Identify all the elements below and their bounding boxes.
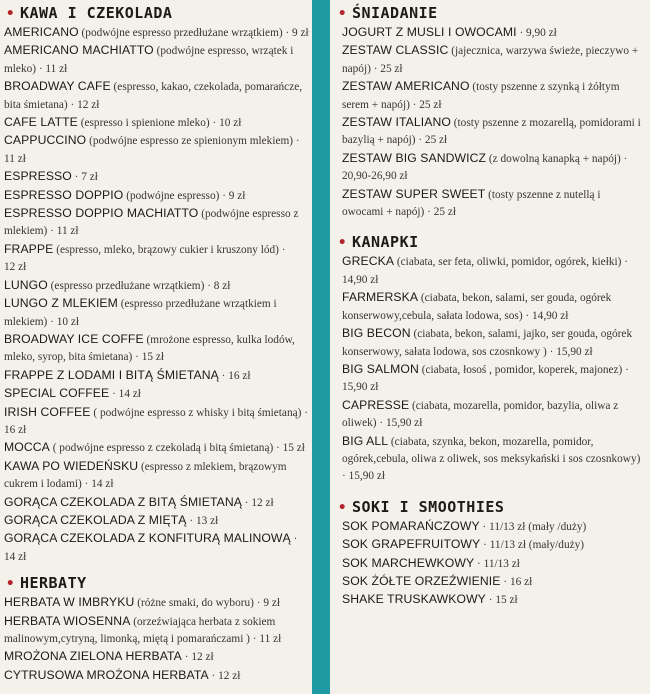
item-description: (espresso przedłużane wrzątkiem i mlekiem) — [4, 298, 277, 328]
item-name: SOK POMARAŃCZOWY — [342, 518, 480, 533]
item-name: JOGURT Z MUSLI I OWOCAMI — [342, 25, 517, 39]
item-name: GRECKA — [342, 254, 395, 269]
item-name: KAWA PO WIEDEŃSKU — [4, 458, 139, 473]
item-price: 25 zł — [424, 134, 448, 147]
item-description: (podwójne espresso ze spienionym mlekiem) — [89, 135, 294, 148]
item-price: 12 zł — [251, 496, 274, 509]
item-price: 9 zł — [292, 27, 309, 39]
item-name: BROADWAY CAFE — [4, 79, 111, 94]
item-description: (ciabata, szynka, bekon, mozarella, pomidor, ogórek,cebula, oliwa z oliwek, sos meksykański i sos czosnkowy) — [342, 435, 641, 465]
item-name: ESPRESSO DOPPIO MACHIATTO — [4, 206, 199, 221]
item-name: BIG SALMON — [342, 361, 419, 376]
item-price: 12 zł — [218, 669, 241, 682]
item-description: (podwójne espresso przedłużane wrzątkiem) — [81, 27, 283, 39]
item-description: ( podwójne espresso z czekoladą i bitą śmietaną) — [52, 442, 274, 455]
item-name: MROŻONA ZIELONA HERBATA — [4, 649, 182, 664]
item-price: 12 zł — [77, 98, 100, 111]
item-price: 9 zł — [263, 597, 280, 610]
menu-item — [4, 78, 310, 114]
item-price: 14 zł — [91, 478, 114, 491]
menu-item — [4, 205, 310, 241]
item-price: 11/13 zł (mały /duży) — [489, 520, 587, 533]
menu-item — [342, 536, 644, 554]
item-description: (tosty pszenne z nutellą i owocami + napój) — [342, 188, 601, 219]
menu-item — [342, 397, 644, 433]
item-name: SOK MARCHEWKOWY — [342, 555, 475, 570]
price-separator: · — [273, 442, 283, 455]
item-price: 11 zł — [4, 152, 26, 165]
item-price: 12 zł — [191, 651, 214, 664]
item-name: SPECIAL COFFEE — [4, 386, 110, 401]
price-separator: · — [546, 345, 557, 358]
item-price: 13 zł — [195, 514, 219, 527]
menu-section-soki-i-smoothies — [330, 496, 650, 610]
menu-item — [4, 613, 310, 649]
menu-item — [4, 594, 310, 612]
menu-items — [330, 518, 650, 610]
item-price: 15,90 zł — [385, 417, 423, 430]
item-price: 14,90 zł — [532, 309, 569, 322]
menu-item — [342, 78, 644, 114]
item-description: (ciabata, łosoś , pomidor, koperek, majonez) — [421, 363, 623, 376]
item-price: 15 zł — [141, 351, 165, 364]
item-price: 14 zł — [4, 550, 27, 563]
item-name: CAPRESSE — [342, 397, 410, 412]
menu-item — [4, 277, 310, 295]
item-price: 14,90 zł — [342, 273, 379, 286]
price-separator: · — [109, 388, 119, 401]
section-title-text: KAWA I CZEKOLADA — [19, 4, 173, 22]
item-name: ZESTAW CLASSIC — [342, 43, 449, 58]
price-separator: · — [500, 575, 510, 588]
item-price: 20,90-26,90 zł — [342, 170, 408, 183]
price-separator: · — [290, 533, 298, 546]
item-name: HERBATA WIOSENNA — [4, 613, 131, 628]
menu-item — [4, 114, 310, 132]
item-price: 15 zł — [282, 442, 305, 455]
menu-item — [342, 24, 644, 42]
item-price: 11/13 zł (mały/duży) — [489, 539, 585, 552]
item-description: (tosty pszenne z mozarellą, pomidorami i bazylią + napój) — [342, 117, 641, 147]
price-separator: · — [480, 539, 490, 552]
item-description: (różne smaki, do wyboru) — [137, 597, 254, 610]
item-name: BIG BECON — [342, 326, 411, 341]
item-description: (ciabata, mozarella, pomidor, bazylia, oliwa z oliwek) — [342, 399, 619, 430]
price-separator: · — [293, 135, 300, 148]
item-price: 12 zł — [4, 261, 27, 274]
price-separator: · — [622, 363, 629, 376]
price-separator: · — [370, 62, 381, 75]
item-price: 11 zł — [45, 62, 68, 75]
item-description: ( podwójne espresso z whisky i bitą śmietaną) — [93, 406, 302, 419]
item-name: ZESTAW SUPER SWEET — [342, 186, 486, 201]
item-price: 8 zł — [213, 279, 231, 292]
item-price: 7 zł — [81, 171, 98, 184]
item-name: SHAKE TRUSKAWKOWY — [342, 592, 486, 607]
section-title-text: HERBATY — [19, 574, 87, 593]
menu-item — [4, 42, 310, 78]
price-separator: · — [181, 651, 192, 664]
menu-section-herbaty — [0, 572, 312, 685]
item-name: FARMERSKA — [342, 290, 419, 305]
item-name: SOK ŻÓŁTE ORZEŹWIENIE — [342, 573, 501, 588]
item-price: 15,90 zł — [556, 345, 593, 358]
price-separator: · — [479, 520, 490, 533]
menu-item — [342, 253, 644, 289]
item-name: SOK GRAPEFRUITOWY — [342, 537, 481, 552]
item-name: MOCCA — [4, 440, 50, 455]
menu-item — [342, 555, 644, 573]
item-price: 10 zł — [56, 315, 79, 328]
price-separator: · — [342, 470, 349, 483]
price-separator: · — [415, 134, 425, 147]
item-description: (z dowolną kanapką + napój) — [488, 152, 621, 165]
menu-item — [4, 494, 310, 512]
item-description: (ciabata, bekon, salami, jajko, ser gouda, ogórek konserwowy, sałata lodowa, sos czosnkowy ) — [342, 328, 633, 358]
section-title — [330, 496, 650, 518]
item-price: 14 zł — [118, 388, 141, 401]
menu-section-kawa-i-czekolada — [0, 2, 312, 566]
price-separator: · — [204, 279, 214, 292]
item-name: FRAPPE — [4, 241, 54, 256]
item-name: AMERICANO — [4, 25, 79, 39]
bullet-dot-icon: • — [338, 235, 347, 252]
price-separator: · — [208, 669, 219, 682]
item-price: 16 zł — [228, 369, 251, 382]
bullet-dot-icon: • — [6, 576, 15, 593]
menu-item — [342, 42, 644, 78]
menu-item — [342, 186, 644, 222]
menu-item — [4, 512, 310, 530]
menu-item — [4, 439, 310, 457]
item-description: (jajecznica, warzywa świeże, pieczywo + napój) — [342, 45, 639, 75]
item-price: 11 zł — [56, 225, 79, 238]
menu-items — [330, 24, 650, 221]
teal-divider — [312, 0, 330, 694]
price-separator: · — [67, 98, 78, 111]
price-separator: · — [241, 496, 252, 509]
price-separator: · — [249, 633, 260, 645]
menu-item — [4, 367, 310, 385]
section-title-text: ŚNIADANIE — [351, 4, 438, 22]
item-description: (mrożone espresso, kulka lodów, mleko, syrop, bita śmietana) — [4, 333, 295, 364]
right-menu-column — [330, 0, 650, 694]
item-name: ZESTAW BIG SANDWICZ — [342, 150, 487, 165]
item-description: (espresso z mlekiem, brązowym cukrem i lodami) — [4, 460, 287, 491]
menu-item — [4, 24, 310, 42]
menu-item — [342, 361, 644, 397]
item-name: FRAPPE Z LODAMI I BITĄ ŚMIETANĄ — [4, 367, 219, 382]
item-description: (orzeźwiająca herbata z sokiem malinowym,cytryną, limonką, miętą i pomarańczami ) — [4, 615, 276, 645]
menu-item — [4, 331, 310, 367]
item-price: 15 zł — [495, 594, 518, 607]
menu-item — [4, 385, 310, 403]
item-name: CYTRUSOWA MROŻONA HERBATA — [4, 667, 209, 682]
price-separator: · — [409, 98, 420, 111]
item-name: LUNGO Z MLEKIEM — [4, 296, 118, 311]
item-description: (espresso, kakao, czekolada, pomarańcze, bita śmietana) — [4, 81, 303, 111]
section-title-text: SOKI I SMOOTHIES — [351, 497, 505, 516]
menu-item — [342, 114, 644, 150]
item-price: 11/13 zł — [483, 557, 520, 570]
item-name: AMERICANO MACHIATTO — [4, 43, 154, 58]
price-separator: · — [47, 225, 57, 238]
price-separator: · — [621, 256, 628, 269]
menu-item — [4, 458, 310, 494]
menu-item — [4, 187, 310, 205]
left-menu-column — [0, 0, 312, 694]
section-title-text: KANAPKI — [351, 233, 419, 252]
item-description: (espresso, mleko, brązowy cukier i kruszony lód) — [56, 243, 279, 256]
menu-item — [342, 325, 644, 361]
menu-item — [342, 150, 644, 186]
item-name: GORĄCA CZEKOLADA Z BITĄ ŚMIETANĄ — [4, 494, 242, 509]
item-price: 16 zł — [4, 423, 27, 436]
section-title — [330, 231, 650, 253]
section-title — [330, 2, 650, 24]
item-price: 25 zł — [419, 98, 442, 111]
price-separator: · — [301, 406, 308, 419]
price-separator: · — [47, 315, 57, 328]
price-separator: · — [474, 557, 484, 570]
item-description: (espresso przedłużane wrzątkiem) — [50, 279, 205, 292]
item-name: BIG ALL — [342, 433, 389, 448]
item-price: 9 zł — [228, 189, 246, 202]
item-description: (ciabata, bekon, salami, ser gouda, ogórek konserwowy,cebula, sałata lodowa, sos) — [342, 292, 612, 322]
menu-item — [342, 573, 644, 591]
price-separator: · — [132, 351, 142, 364]
item-price: 15,90 zł — [342, 381, 379, 394]
menu-item — [342, 518, 644, 536]
bullet-dot-icon: • — [6, 6, 15, 22]
item-name: HERBATA W IMBRYKU — [4, 595, 135, 610]
price-separator: · — [485, 594, 496, 607]
price-separator: · — [278, 243, 286, 256]
price-separator: · — [516, 27, 527, 39]
item-price: 11 zł — [259, 633, 282, 645]
menu-item — [4, 168, 310, 186]
bullet-dot-icon: • — [338, 499, 347, 516]
item-description: (podwójne espresso, wrzątek i mleko) — [4, 45, 294, 75]
price-separator: · — [424, 206, 434, 219]
item-name: ZESTAW ITALIANO — [342, 115, 451, 130]
item-name: CAPPUCCINO — [4, 133, 87, 148]
price-separator: · — [218, 369, 229, 382]
price-separator: · — [253, 597, 264, 610]
item-price: 16 zł — [509, 575, 533, 588]
item-price: 15,90 zł — [348, 470, 385, 483]
menu-items — [0, 24, 312, 566]
price-separator: · — [36, 62, 46, 75]
item-price: 9,90 zł — [526, 27, 557, 39]
menu-item — [342, 433, 644, 486]
price-separator: · — [209, 117, 220, 130]
item-name: ESPRESSO DOPPIO — [4, 187, 124, 202]
menu-items — [0, 594, 312, 685]
price-separator: · — [186, 514, 196, 527]
menu-item — [342, 289, 644, 325]
item-name: IRISH COFFEE — [4, 404, 91, 419]
item-description: (ciabata, ser feta, oliwki, pomidor, ogórek, kiełki) — [396, 256, 622, 269]
item-name: GORĄCA CZEKOLADA Z KONFITURĄ MALINOWĄ — [4, 531, 291, 546]
price-separator: · — [219, 189, 229, 202]
price-separator: · — [620, 152, 628, 165]
item-description: (podwójne espresso z mlekiem) — [4, 208, 299, 238]
item-price: 25 zł — [433, 206, 456, 219]
item-description: (tosty pszenne z szynką i żółtym serem + napój) — [342, 81, 620, 111]
menu-item — [4, 530, 310, 566]
bullet-dot-icon: • — [338, 6, 347, 22]
price-separator: · — [522, 309, 533, 322]
section-title — [0, 2, 312, 24]
menu-item — [4, 404, 310, 440]
menu-item — [4, 667, 310, 685]
item-name: LUNGO — [4, 277, 48, 292]
menu-item — [4, 648, 310, 666]
price-separator: · — [282, 27, 293, 39]
price-separator: · — [81, 478, 92, 491]
item-name: ESPRESSO — [4, 169, 72, 184]
item-name: GORĄCA CZEKOLADA Z MIĘTĄ — [4, 512, 187, 527]
item-price: 10 zł — [219, 117, 242, 130]
menu-item — [4, 132, 310, 168]
item-name: CAFE LATTE — [4, 115, 78, 130]
menu-item — [4, 241, 310, 277]
menu-section-kanapki — [330, 231, 650, 485]
menu-item — [4, 295, 310, 331]
menu-section-sniadanie — [330, 2, 650, 221]
section-title — [0, 572, 312, 594]
price-separator: · — [71, 171, 82, 184]
menu-item — [342, 591, 644, 609]
item-description: (espresso i spienione mleko) — [80, 117, 210, 130]
item-price: 25 zł — [380, 62, 403, 75]
item-name: ZESTAW AMERICANO — [342, 79, 470, 94]
price-separator: · — [376, 417, 386, 430]
item-name: BROADWAY ICE COFFE — [4, 331, 144, 346]
menu-items — [330, 253, 650, 485]
item-description: (podwójne espresso) — [126, 189, 220, 202]
